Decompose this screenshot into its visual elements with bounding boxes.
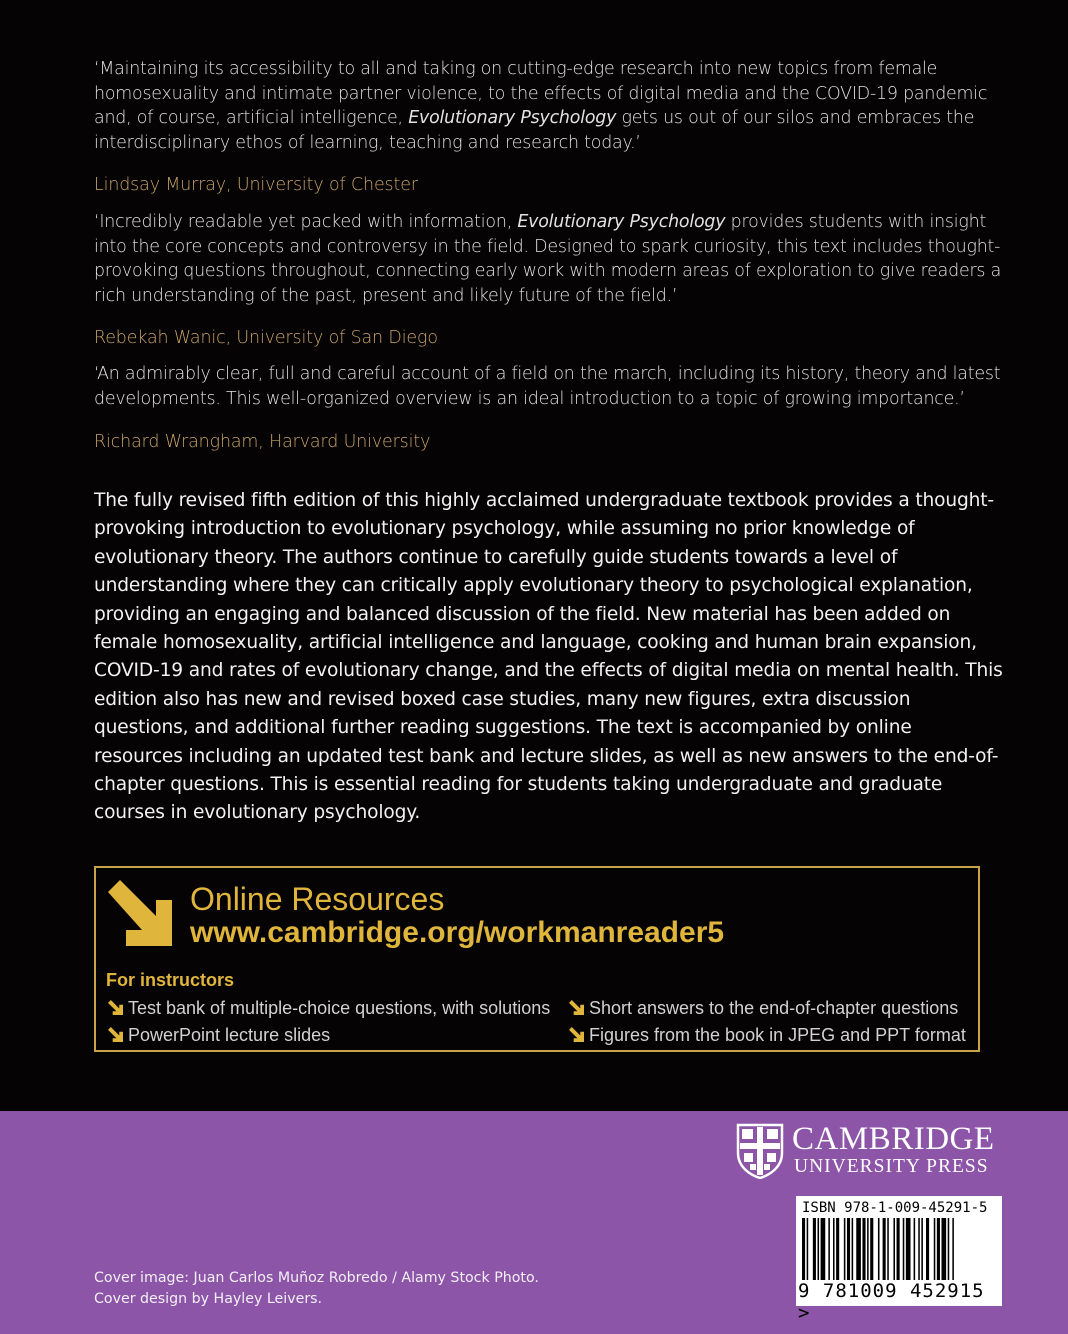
quote-3-attribution: Richard Wrangham, Harvard University <box>94 432 431 452</box>
cambridge-crest-icon <box>736 1123 784 1179</box>
quote-2: ‘Incredibly readable yet packed with information, Evolutionary Psychology provides students with insight into the core concepts and controversy in the field. Designed to spark curiosity, this text includes thought-provoking questions throughout, connecting early work with modern areas of exploration to give readers a rich understanding of the past, present and likely future of the field.’ <box>94 212 1002 306</box>
quote-3: ‘An admirably clear, full and careful account of a field on the march, including its history, theory and latest developments. This well-organized overview is an ideal introduction to a topic of growing importance.’ <box>94 364 1001 409</box>
quote-1: ‘Maintaining its accessibility to all and taking on cutting-edge research into new topics from female homosexuality and intimate partner violence, to the effects of digital media and the COVID-19 pandemic and, of course, artificial intelligence, Evolutionary Psychology gets us out of our silos and embraces the interdisciplinary ethos of learning, teaching and research today.’ <box>94 59 988 153</box>
arrow-down-right-icon <box>569 1027 584 1042</box>
isbn-label: ISBN 978-1-009-45291-5 <box>802 1200 988 1216</box>
publisher-footer <box>0 1111 1068 1334</box>
for-instructors-heading: For instructors <box>106 970 235 990</box>
publisher-name: CAMBRIDGE <box>792 1121 995 1157</box>
barcode-bars <box>802 1218 996 1280</box>
isbn-barcode <box>796 1196 1002 1324</box>
online-resources-url[interactable]: www.cambridge.org/workmanreader5 <box>190 916 725 949</box>
resource-item: Test bank of multiple-choice questions, with solutions <box>108 998 550 1019</box>
resource-item: PowerPoint lecture slides <box>108 1025 330 1046</box>
ean-number: 9 781009 452915 > <box>798 1280 985 1324</box>
arrow-down-right-icon <box>569 1000 584 1015</box>
arrow-down-right-icon <box>108 880 172 946</box>
arrow-down-right-icon <box>108 1027 123 1042</box>
book-description: The fully revised fifth edition of this highly acclaimed undergraduate textbook provides a thought-provoking introduction to evolutionary psychology, while assuming no prior knowledge of evolutionary theory. The authors continue to carefully guide students towards a level of understanding where they can critically apply evolutionary theory to psychological explanation, providing an engaging and balanced discussion of the field. New material has been added on female homosexuality, artificial intelligence and language, cooking and human brain expansion, COVID-19 and rates of evolutionary change, and the effects of digital media on mental health. This edition also has new and revised boxed case studies, many new figures, extra discussion questions, and additional further reading suggestions. The text is accompanied by online resources including an updated test bank and lecture slides, as well as new answers to the end-of-chapter questions. This is essential reading for students taking undergraduate and graduate courses in evolutionary psychology. <box>94 490 1003 824</box>
cover-credits: Cover image: Juan Carlos Muñoz Robredo / Alamy Stock Photo. Cover design by Hayley Leivers. <box>94 1270 539 1307</box>
quote-2-attribution: Rebekah Wanic, University of San Diego <box>94 328 438 348</box>
quote-1-attribution: Lindsay Murray, University of Chester <box>94 175 418 195</box>
arrow-down-right-icon <box>108 1000 123 1015</box>
online-resources-title: Online Resources <box>190 881 445 917</box>
publisher-subname: UNIVERSITY PRESS <box>794 1156 989 1177</box>
resource-item: Short answers to the end-of-chapter questions <box>569 998 958 1019</box>
online-resources-box <box>94 866 980 1052</box>
resource-item: Figures from the book in JPEG and PPT format <box>569 1025 966 1046</box>
